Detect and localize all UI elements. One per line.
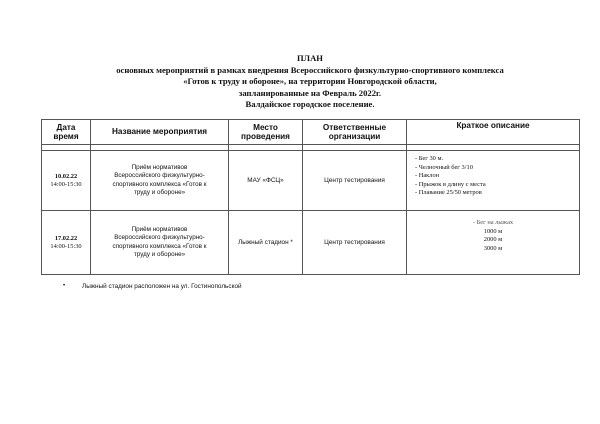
events-table — [41, 119, 580, 275]
row-name-line: Всероссийского физкультурно- — [114, 234, 205, 242]
title-line-complex: «Готов к труду и обороне», на территории Новгородской области, — [183, 76, 437, 87]
row-date-cell — [42, 151, 91, 211]
row-place: МАУ «ФСЦ» — [229, 151, 303, 211]
row-date-cell — [42, 211, 91, 275]
title-line-plan: ПЛАН — [297, 53, 323, 63]
row-org: Центр тестирования — [303, 151, 407, 211]
row-desc-line: - Наклон — [415, 172, 440, 179]
row-name-line: Всероссийского физкультурно- — [114, 172, 205, 180]
row-date: 17.02.22 — [54, 234, 78, 242]
footnote — [63, 283, 242, 290]
header-name: Название мероприятия — [91, 120, 229, 145]
row-org: Центр тестирования — [303, 211, 407, 275]
title-line-period: запланированные на Февраль 2022г. — [238, 87, 382, 98]
row-desc-line: - Бег на лыжах — [472, 219, 514, 226]
row-desc-line: - Бег 30 м. — [415, 155, 444, 162]
header-date-line1: Дата — [56, 122, 76, 132]
title-line-subject: основных мероприятий в рамках внедрения Всероссийского физкультурно-спортивного комплекса — [116, 64, 504, 75]
row-desc-cell — [407, 211, 580, 275]
row-place: Лыжный стадион * — [229, 211, 303, 275]
row-name-line: спортивного комплекса «Готов к — [112, 180, 207, 188]
table-row — [42, 211, 580, 275]
header-place-line2: проведения — [241, 132, 290, 141]
header-place — [229, 120, 303, 145]
header-org-line1: Ответственные — [322, 122, 387, 132]
header-place-line1: Место — [253, 122, 278, 132]
title-line-settlement: Валдайское городское поселение. — [245, 99, 375, 110]
document-title — [40, 53, 580, 111]
row-name-line: Приём нормативов — [131, 163, 188, 171]
row-name-line: труду и обороне» — [133, 250, 186, 258]
bullet-icon: • — [63, 283, 66, 289]
row-desc-cell — [407, 151, 580, 211]
row-desc-line: - Плавание 25/50 метров — [415, 189, 482, 196]
row-desc-line: - Прыжок в длину с места — [415, 180, 486, 188]
header-org — [303, 120, 407, 145]
header-date-line2: время — [53, 132, 79, 141]
row-desc-line: 2000 м — [483, 236, 503, 243]
row-desc-line: 1000 м — [483, 227, 503, 235]
row-desc-line: - Челночный бег 3/10 — [415, 163, 473, 171]
header-desc: Краткое описание — [407, 120, 580, 145]
row-desc-line: 3000 м — [483, 244, 503, 252]
row-time: 14:00-15:30 — [50, 242, 82, 250]
row-time: 14:00-15:30 — [50, 180, 82, 188]
row-name-cell — [91, 151, 229, 211]
row-name-line: труду и обороне» — [133, 188, 186, 196]
row-name-line: спортивного комплекса «Готов к — [112, 242, 207, 250]
footnote-text: Лыжный стадион расположен на ул. Гостинопольской — [82, 283, 242, 290]
row-name-line: Приём нормативов — [131, 225, 188, 233]
header-org-line2: организации — [328, 132, 381, 141]
table-header-row — [42, 120, 580, 145]
row-date: 10.02.22 — [54, 172, 78, 180]
row-name-cell — [91, 211, 229, 275]
header-date — [42, 120, 91, 145]
table-row — [42, 151, 580, 211]
